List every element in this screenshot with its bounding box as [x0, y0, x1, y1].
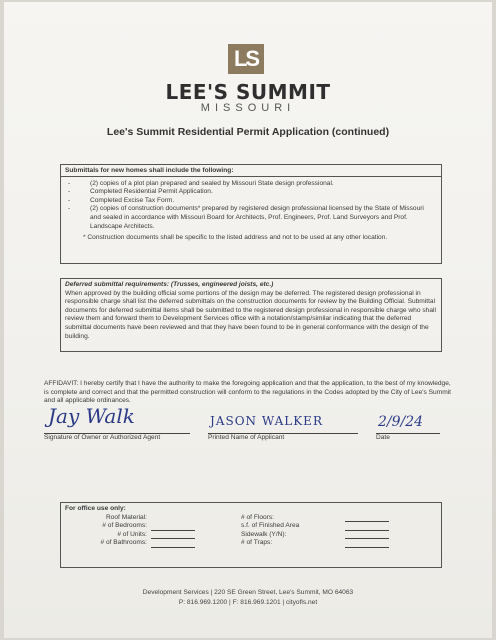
- field-blank: [345, 532, 389, 539]
- field-blank: [345, 541, 389, 548]
- bedrooms-label: # of Bedrooms:: [102, 522, 147, 530]
- document-title: Lee's Summit Residential Permit Application (continued): [106, 126, 390, 138]
- construction-docs-note: * Construction documents shall be specific to the listed address and not to be used at any other location.: [83, 234, 388, 242]
- owner-signature: Jay Walk: [48, 404, 135, 428]
- divider: [61, 176, 441, 177]
- office-field: [241, 514, 437, 522]
- city-logo-mark: LS: [228, 44, 264, 74]
- permit-page: [4, 2, 492, 638]
- list-item: - Completed Residential Permit Application.: [68, 188, 213, 196]
- bathrooms-label: # of Bathrooms:: [100, 539, 147, 547]
- traps-label: # of Traps:: [241, 539, 273, 547]
- printed-name-label: Printed Name of Applicant: [208, 434, 285, 441]
- office-field: [65, 522, 195, 530]
- units-label: # of Units:: [117, 530, 147, 538]
- date-value: 2/9/24: [378, 414, 424, 430]
- field-blank: [345, 524, 389, 531]
- field-blank: [345, 515, 389, 522]
- office-field: [65, 514, 195, 522]
- submittals-box: [60, 164, 442, 264]
- sidewalk-label: Sidewalk (Y/N):: [241, 530, 287, 538]
- footer-contact: P: 816.969.1200 | F: 816.969.1201 | cityofls.net: [178, 599, 318, 606]
- office-field: [65, 531, 195, 539]
- submittal-item-application: Completed Residential Permit Application.: [90, 188, 213, 196]
- submittals-heading: Submittals for new homes shall include the following:: [65, 167, 234, 174]
- date-label: Date: [376, 434, 390, 441]
- list-item: - (2) copies of construction documents* prepared by registered design professional licensed by the State of Missouri and sealed in accordance with Missouri Board for Architects, Prof. Engineers, Prof. Land Surveyors and Prof. Landscape Architects.: [65, 205, 435, 231]
- office-field: [241, 531, 437, 539]
- roof-material-label: Roof Material:: [105, 513, 147, 521]
- printed-name-value: JASON WALKER: [210, 414, 323, 428]
- submittal-item-excise-tax: Completed Excise Tax Form.: [90, 196, 175, 204]
- finished-area-label: s.f. of Finished Area: [241, 522, 300, 530]
- floors-label: # of Floors:: [241, 513, 274, 521]
- field-blank: [151, 532, 195, 539]
- office-use-heading: For office use only:: [65, 505, 126, 512]
- footer-address: Development Services | 220 SE Green Street, Lee's Summit, MO 64063: [142, 589, 354, 596]
- deferred-heading: Deferred submittal requirements: (Trusses, engineered joists, etc.): [65, 281, 274, 288]
- city-brand-subtitle: MISSOURI: [200, 102, 296, 114]
- owner-signature-label: Signature of Owner or Authorized Agent: [44, 434, 161, 441]
- field-blank: [151, 524, 195, 531]
- office-left-fields: [65, 514, 195, 548]
- field-blank: [151, 541, 195, 548]
- submittal-item-construction-docs: (2) copies of construction documents* prepared by registered design professional licensed by the State of Missouri and sealed in accordance with Missouri Board for Architects, Prof. Engineers, Prof. Land Surveyors and Prof. Landscape Architects.: [90, 205, 424, 230]
- list-item: - Completed Excise Tax Form.: [68, 196, 175, 204]
- office-use-box: [60, 502, 442, 568]
- submittal-item-plot-plan: (2) copies of a plot plan prepared and sealed by Missouri State design professional.: [90, 179, 334, 187]
- city-brand-title: LEE'S SUMMIT: [165, 80, 331, 104]
- affidavit-text: AFFIDAVIT: I hereby certify that I have the authority to make the foregoing application and that the application, to the best of my knowledge, is complete and correct and that the permitted construction will conform to the regulations in the Codes adopted by the City of Lee's Summit and all applicable ordinances.: [44, 380, 451, 405]
- deferred-body: When approved by the building official some portions of the design may be deferred. The registered design professional in responsible charge shall list the deferred submittals on the construction documents for review by the Building Official. Submittal documents for deferred submittal items shall be submitted to the registered design professional in responsible charge who shall review them and forward them to Development Services office with a notation/stamp/similar indicating that the deferred submittal documents have been reviewed and that they have been found to be in general conformance with the design of the building.: [65, 289, 436, 340]
- list-item: - (2) copies of a plot plan prepared and sealed by Missouri State design professional.: [68, 179, 334, 187]
- office-field: [241, 539, 437, 547]
- deferred-submittal-box: [60, 278, 442, 352]
- office-field: [65, 539, 195, 547]
- office-right-fields: [241, 514, 437, 548]
- office-field: [241, 522, 437, 530]
